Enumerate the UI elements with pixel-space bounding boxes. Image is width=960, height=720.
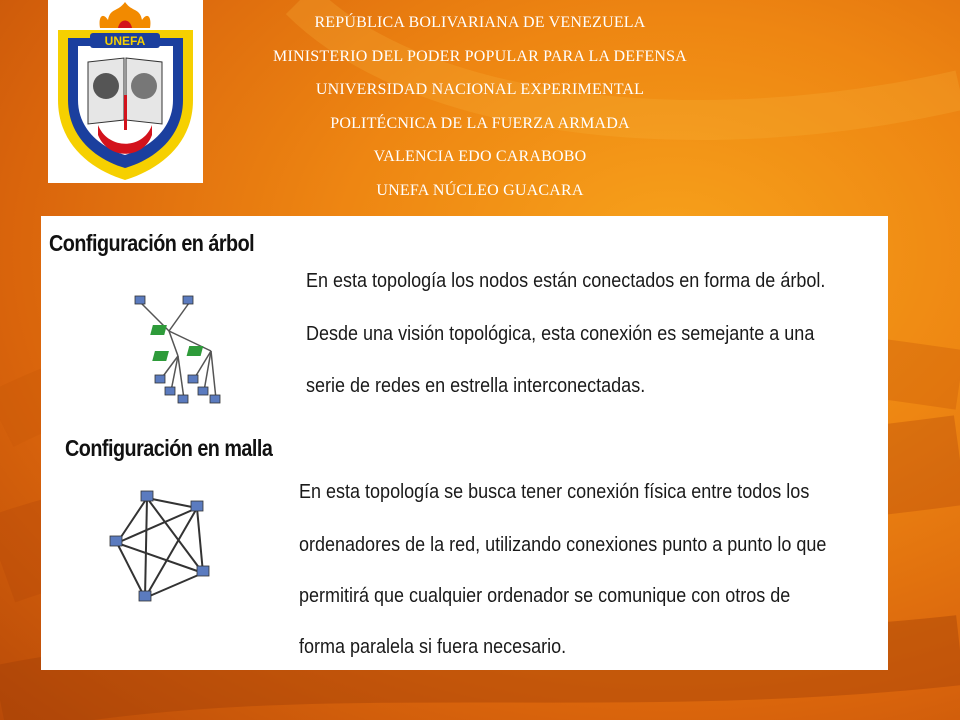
mesh-text-line-3: permitirá que cualquier ordenador se comunique con otros de [299, 585, 791, 607]
mesh-heading: Configuración en malla [65, 435, 273, 461]
mesh-text-line-4: forma paralela si fuera necesario. [299, 636, 567, 658]
tree-topology-diagram [126, 291, 236, 416]
mesh-text-line-1: En esta topología se busca tener conexión física entre todos los [299, 481, 810, 503]
tree-text-line-2: Desde una visión topológica, esta conexión es semejante a una [306, 323, 815, 345]
header-line-1: REPÚBLICA BOLIVARIANA DE VENEZUELA [314, 14, 646, 31]
header-line-4: POLITÉCNICA DE LA FUERZA ARMADA [330, 114, 630, 132]
tree-text-line-1: En esta topología los nodos están conectados en forma de árbol. [306, 270, 826, 292]
content-panel [41, 216, 888, 670]
header-line-2: MINISTERIO DEL PODER POPULAR PARA LA DEFENSA [273, 47, 687, 65]
logo-banner-text: UNEFA [104, 34, 146, 48]
tree-heading: Configuración en árbol [49, 230, 255, 256]
tree-text-line-3: serie de redes en estrella interconectadas. [306, 375, 646, 397]
unefa-logo [48, 0, 203, 183]
header-line-6: UNEFA NÚCLEO GUACARA [376, 181, 584, 199]
header-line-3: UNIVERSIDAD NACIONAL EXPERIMENTAL [315, 81, 645, 98]
mesh-topology-diagram [105, 488, 225, 608]
mesh-text-line-2: ordenadores de la red, utilizando conexiones punto a punto lo que [299, 534, 827, 556]
institution-header [200, 6, 760, 207]
header-line-5: VALENCIA EDO CARABOBO [373, 148, 587, 165]
